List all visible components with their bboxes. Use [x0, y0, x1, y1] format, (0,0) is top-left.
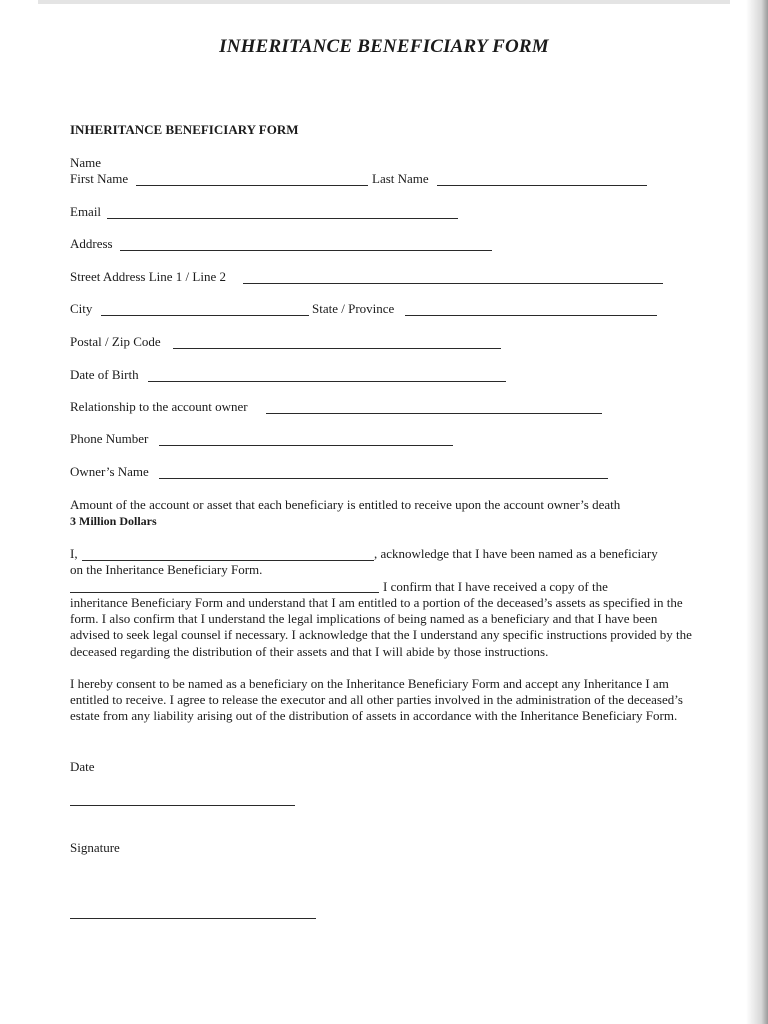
- confirm-text: I confirm that I have received a copy of the: [383, 579, 608, 594]
- owner-field[interactable]: [159, 478, 608, 479]
- signature-field[interactable]: [70, 918, 316, 919]
- phone-label: Phone Number: [70, 431, 149, 446]
- ack-prefix: I,: [70, 546, 78, 561]
- page-edge-shadow: [746, 0, 768, 1024]
- confirm-name-field[interactable]: [70, 592, 379, 593]
- first-name-field[interactable]: [136, 185, 368, 186]
- owner-label: Owner’s Name: [70, 464, 149, 479]
- amount-label: Amount of the account or asset that each beneficiary is entitled to receive upon the account owner’s death: [70, 497, 621, 512]
- street-field[interactable]: [243, 283, 663, 284]
- ack-line2: on the Inheritance Beneficiary Form.: [70, 562, 263, 577]
- street-label: Street Address Line 1 / Line 2: [70, 269, 226, 284]
- email-label: Email: [70, 204, 102, 219]
- name-label: Name: [70, 155, 102, 170]
- last-name-field[interactable]: [437, 185, 647, 186]
- main-title: INHERITANCE BENEFICIARY FORM: [219, 36, 549, 57]
- signature-label: Signature: [70, 840, 120, 855]
- dob-label: Date of Birth: [70, 367, 139, 382]
- relationship-label: Relationship to the account owner: [70, 399, 248, 414]
- email-field[interactable]: [107, 218, 458, 219]
- ack-text: , acknowledge that I have been named as a beneficiary: [374, 546, 658, 561]
- ack-name-field[interactable]: [82, 560, 374, 561]
- state-field[interactable]: [405, 315, 657, 316]
- page-top-edge: [38, 0, 730, 4]
- first-name-label: First Name: [70, 171, 129, 186]
- last-name-label: Last Name: [372, 171, 429, 186]
- city-field[interactable]: [101, 315, 309, 316]
- relationship-field[interactable]: [266, 413, 602, 414]
- date-field[interactable]: [70, 805, 295, 806]
- dob-field[interactable]: [148, 381, 506, 382]
- confirm-body: inheritance Beneficiary Form and understand that I am entitled to a portion of the deceased’s assets as specified in the form. I also confirm that I understand the legal implications of being named as a beneficiary and that I have been advised to seek legal counsel if necessary. I acknowledge that the I understand any specific instructions provided by the deceased regarding the distribution of their assets and that I will abide by those instructions.: [70, 595, 692, 659]
- date-label: Date: [70, 759, 95, 774]
- section-title: INHERITANCE BENEFICIARY FORM: [70, 122, 299, 137]
- city-label: City: [70, 301, 93, 316]
- postal-field[interactable]: [173, 348, 501, 349]
- address-field[interactable]: [120, 250, 492, 251]
- amount-value: 3 Million Dollars: [70, 514, 157, 528]
- address-label: Address: [70, 236, 113, 251]
- consent-paragraph: I hereby consent to be named as a beneficiary on the Inheritance Beneficiary Form and accept any Inheritance I am entitled to receive. I agree to release the executor and all other parties involved in the administration of the deceased’s estate from any liability arising out of the distribution of assets in accordance with the Inheritance Beneficiary Form.: [70, 676, 683, 724]
- phone-field[interactable]: [159, 445, 453, 446]
- postal-label: Postal / Zip Code: [70, 334, 161, 349]
- state-label: State / Province: [312, 301, 395, 316]
